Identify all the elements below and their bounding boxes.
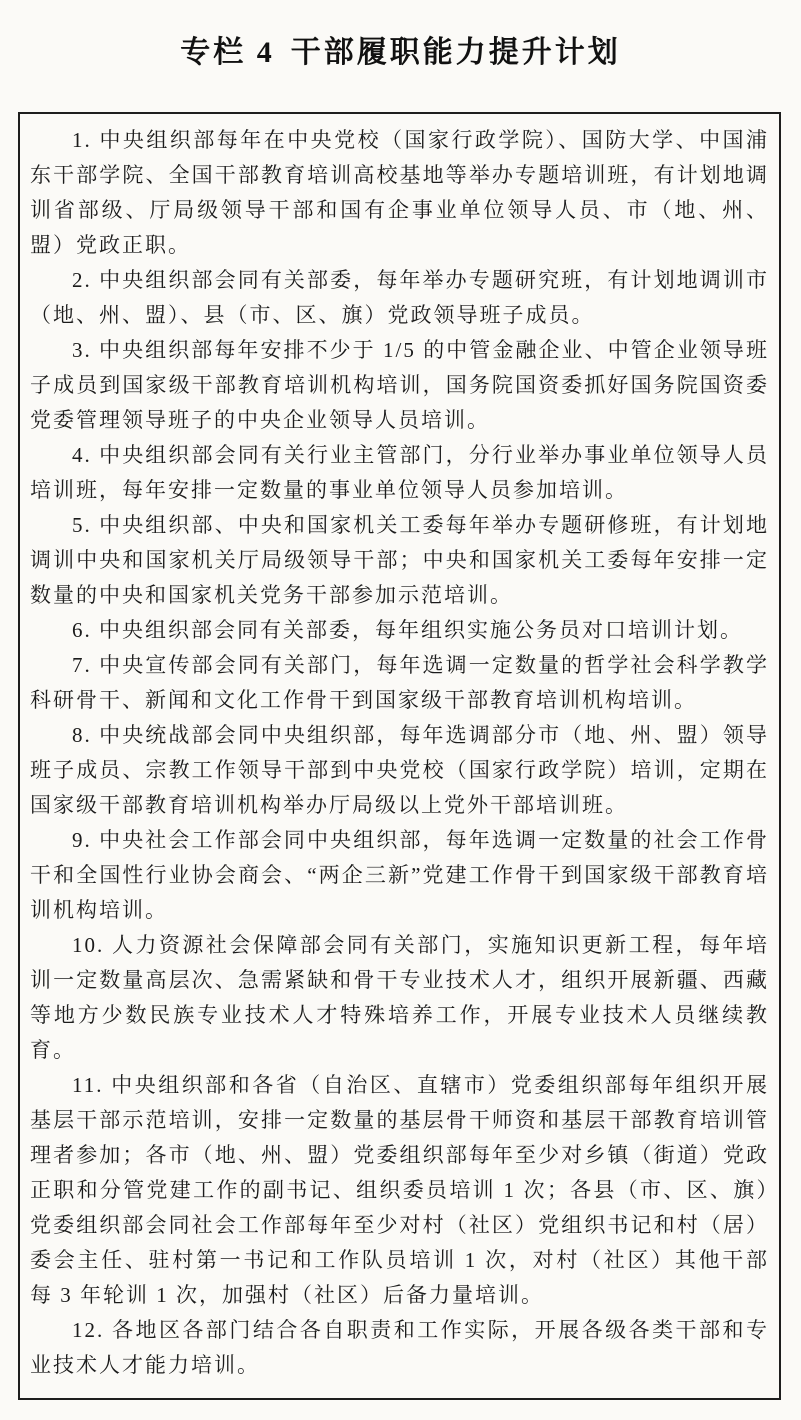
paragraph-2: 2. 中央组织部会同有关部委，每年举办专题研究班，有计划地调训市（地、州、盟）、县（市、区、旗）党政领导班子成员。 xyxy=(30,268,769,327)
column-title-text: 干部履职能力提升计划 xyxy=(290,36,621,69)
column-number-label: 专栏 4 xyxy=(180,36,275,69)
content-box xyxy=(18,112,781,1400)
paragraph-9: 9. 中央社会工作部会同中央组织部，每年选调一定数量的社会工作骨干和全国性行业协会商会、“两企三新”党建工作骨干到国家级干部教育培训机构培训。 xyxy=(30,828,769,922)
paragraph-1: 1. 中央组织部每年在中央党校（国家行政学院）、国防大学、中国浦东干部学院、全国干部教育培训高校基地等举办专题培训班，有计划地调训省部级、厅局级领导干部和国有企事业单位领导人员、市（地、州、盟）党政正职。 xyxy=(30,128,769,257)
paragraph-12: 12. 各地区各部门结合各自职责和工作实际，开展各级各类干部和专业技术人才能力培训。 xyxy=(30,1318,769,1377)
paragraph-3: 3. 中央组织部每年安排不少于 1/5 的中管金融企业、中管企业领导班子成员到国家级干部教育培训机构培训，国务院国资委抓好国务院国资委党委管理领导班子的中央企业领导人员培训。 xyxy=(30,338,769,432)
paragraph-4: 4. 中央组织部会同有关行业主管部门，分行业举办事业单位领导人员培训班，每年安排一定数量的事业单位领导人员参加培训。 xyxy=(30,443,769,502)
paragraph-10: 10. 人力资源社会保障部会同有关部门，实施知识更新工程，每年培训一定数量高层次、急需紧缺和骨干专业技术人才，组织开展新疆、西藏等地方少数民族专业技术人才特殊培养工作，开展专业技术人员继续教育。 xyxy=(30,933,769,1062)
paragraph-6: 6. 中央组织部会同有关部委，每年组织实施公务员对口培训计划。 xyxy=(72,618,743,642)
paragraph-5: 5. 中央组织部、中央和国家机关工委每年举办专题研修班，有计划地调训中央和国家机关厅局级领导干部；中央和国家机关工委每年安排一定数量的中央和国家机关党务干部参加示范培训。 xyxy=(30,513,769,607)
paragraph-8: 8. 中央统战部会同中央组织部，每年选调部分市（地、州、盟）领导班子成员、宗教工作领导干部到中央党校（国家行政学院）培训，定期在国家级干部教育培训机构举办厅局级以上党外干部培训班。 xyxy=(30,723,769,817)
page-title xyxy=(0,0,801,71)
paragraph-11: 11. 中央组织部和各省（自治区、直辖市）党委组织部每年组织开展基层干部示范培训，安排一定数量的基层骨干师资和基层干部教育培训管理者参加；各市（地、州、盟）党委组织部每年至少对乡镇（街道）党政正职和分管党建工作的副书记、组织委员培训 1 次；各县（市、区、旗）党委组织部会同社会工作部每年至少对村（社区）党组织书记和村（居）委会主任、驻村第一书记和工作队员培训 1 次，对村（社区）其他干部每 3 年轮训 1 次，加强村（社区）后备力量培训。 xyxy=(30,1073,769,1307)
paragraph-7: 7. 中央宣传部会同有关部门，每年选调一定数量的哲学社会科学教学科研骨干、新闻和文化工作骨干到国家级干部教育培训机构培训。 xyxy=(30,653,769,712)
